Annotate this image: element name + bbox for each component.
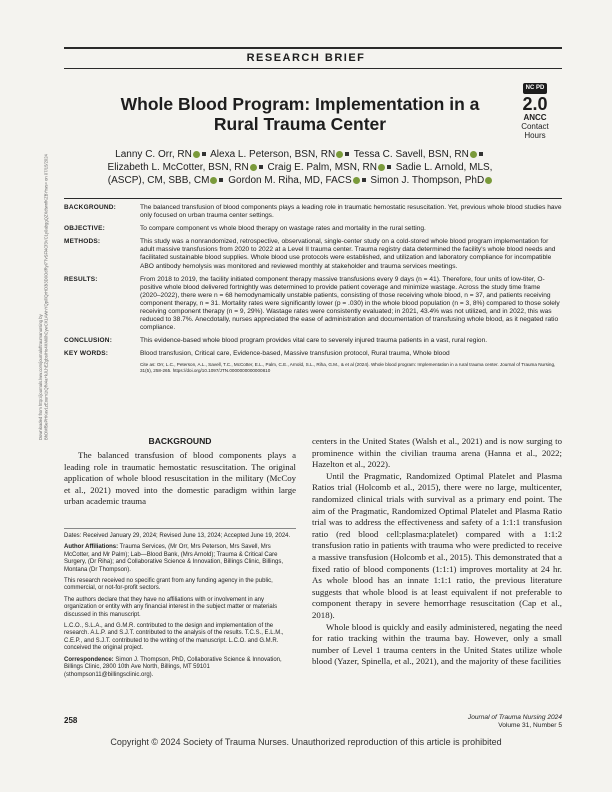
abstract — [64, 198, 562, 374]
correspondence-note — [64, 657, 296, 679]
orcid-icon[interactable] — [353, 177, 360, 184]
orcid-icon[interactable] — [336, 151, 343, 158]
author-list — [100, 148, 500, 187]
orcid-icon[interactable] — [250, 164, 257, 171]
top-rule — [64, 47, 562, 49]
copyright-notice: Copyright © 2024 Society of Trauma Nurses. Unauthorized reproduction of this article is prohibited — [110, 737, 502, 747]
section-heading: BACKGROUND — [148, 436, 212, 446]
ancc-label: ANCC — [523, 113, 547, 122]
body-paragraph: Until the Pragmatic, Randomized Optimal Platelet and Plasma Ratios trial (Holcomb et al., 2015), there were no large, multicenter, randomized clinical trials with survival as a primary end point. The aim of the Pragmatic, Randomized Optimal Platelet and Plasma Ratio trial was to address the effectiveness and safety of a 1:1:1 transfusion ratio (red blood cell:plasma:platelet) compared with a 1:1:2 transfusion ratio in patients with trauma who were predicted to receive a massive transfusion (Holcomb et al., 2015). This demonstrated that a fixed ratio of blood components (1:1:1) improves mortality at 24 hr. As whole blood has an innate 1:1:1 ratio, the previous literature suggests that whole blood is at least equivalent if not preferable to component therapy in severe hemorrhage resuscitation (Cap et al., 2018). — [312, 470, 562, 620]
contributions-note: L.C.O., S.L.A., and G.M.R. contributed to the design and implementation of the research. A.L.P. and S.J.T. contributed to the analysis of the results. T.C.S., E.L.M., C.E.P., and S.J.T. contributed to the writing of the manuscript. L.C.O. and G.M.R. conceived the original project. — [64, 623, 284, 652]
separator-icon — [202, 152, 206, 156]
orcid-icon[interactable] — [193, 151, 200, 158]
left-column — [64, 436, 296, 508]
affiliations-label: Author Affiliations: — [64, 544, 119, 551]
journal-volume: Volume 31, Number 5 — [498, 722, 562, 729]
abstract-background — [64, 204, 562, 220]
author-name: Simon J. Thompson, PhD — [370, 175, 485, 186]
abstract-label: OBJECTIVE: — [64, 225, 106, 233]
abstract-label: RESULTS: — [64, 275, 98, 283]
journal-name: Journal of Trauma Nursing 2024 — [467, 714, 562, 721]
right-column — [312, 436, 562, 668]
orcid-icon[interactable] — [378, 164, 385, 171]
affiliations-note — [64, 544, 296, 574]
article-title: Whole Blood Program: Implementation in a Rural Trauma Center — [120, 94, 480, 134]
download-side-note: Downloaded from http://journals.lww.com/journaloftraumanursing by BhDMf5ePHKav1zEoum1tQfN4a+kJLhEZgbsIHo4XMi0hCywCX1AWnYQp/IlQrHD3i3D0OdRyi7TvSFl4Cf3VC1y0abggQZXdtwnfKZBYtws= on 07/15/2024 — [38, 154, 49, 440]
top-rule-lower — [64, 68, 562, 69]
abstract-label: KEY WORDS: — [64, 350, 109, 358]
correspondence-text: Simon J. Thompson, PhD, Collaborative Science & Innovation, Billings Clinic, 2800 10th Ave North, Billings, MT 59101 (sthompson11@billingsclinic.org). — [64, 656, 282, 678]
orcid-icon[interactable] — [470, 151, 477, 158]
abstract-keywords — [64, 350, 562, 358]
abstract-label: CONCLUSION: — [64, 337, 113, 345]
page-number: 258 — [64, 716, 78, 725]
separator-icon — [345, 152, 349, 156]
section-label: RESEARCH BRIEF — [246, 52, 366, 64]
separator-icon — [479, 152, 483, 156]
abstract-conclusion — [64, 337, 562, 345]
author-name: Craig E. Palm, MSN, RN — [267, 162, 377, 173]
separator-icon — [219, 178, 223, 182]
abstract-results — [64, 276, 562, 333]
abstract-label: METHODS: — [64, 238, 101, 246]
abstract-text: To compare component vs whole blood therapy on wastage rates and mortality in the rural setting. — [140, 225, 426, 233]
author-name: Lanny C. Orr, RN — [115, 149, 192, 160]
affiliations-text: Trauma Services, (Mr Orr, Mrs Peterson, Mrs Savell, Mrs McCotter, and Mr Palm); Lab—Blood Bank, (Mrs Arnold); Trauma & Critical Care Surgery, (Dr Riha); and Collaborative Science & Innovation, Billings Clinic, Billings, Montana (Dr Thompson). — [64, 544, 283, 573]
abstract-objective — [64, 225, 562, 233]
abstract-text: The balanced transfusion of blood components plays a leading role in traumatic hemostatic resuscitation. Yet, previous whole blood studies have only focused on urban trauma center settings. — [140, 204, 562, 220]
contact-hours-number: 2.0 — [522, 94, 548, 114]
ncpd-logo: NC PD — [523, 83, 548, 94]
abstract-methods — [64, 238, 562, 270]
correspondence-label: Correspondence: — [64, 656, 114, 663]
conflicts-note: The authors declare that they have no affiliations with or involvement in any organization or entity with any financial interest in the subject matter or materials discussed in this manuscript. — [64, 596, 278, 618]
separator-icon — [387, 165, 391, 169]
author-name: Sadie L. Arnold, MLS, (ASCP), CM, SBB, CM — [107, 162, 493, 186]
abstract-label: BACKGROUND: — [64, 204, 117, 211]
ncpd-badge — [512, 76, 558, 140]
body-paragraph: Whole blood is quickly and easily administered, negating the need for ratio tracking within the trauma bay. However, only a small number of Level 1 trauma centers in the United States utilize whole blood (Yazer, Spinella, et al., 2021), and the majority of these facilities — [312, 621, 562, 667]
article-notes — [64, 528, 296, 683]
citation: Cite as: Orr, L.C., Peterson, A.L., Savell, T.C., McCotter, E.L., Palm, C.E., Arnold, S.L., Riha, G.M., & et al (2024). Whole blood program: Implementation in a rural trauma center. Journal of Trauma Nursing, 31(5), 258-265. https://doi.org/10.1097/JTN.0000000000000810 — [140, 361, 556, 373]
author-name: Alexa L. Peterson, BSN, RN — [210, 149, 336, 160]
body-paragraph: The balanced transfusion of blood components plays a leading role in traumatic hemostatic resuscitation. The original application of whole blood resuscitation in the military (McCoy et al., 2021) moved into the domestic paradigm within large urban academic trauma — [64, 450, 296, 507]
author-name: Gordon M. Riha, MD, FACS — [228, 175, 352, 186]
journal-info — [400, 714, 562, 730]
dates-note: Dates: Received January 29, 2024; Revised June 13, 2024; Accepted June 19, 2024. — [64, 533, 291, 539]
contact-hours-label: Contact Hours — [521, 122, 549, 140]
author-name: Elizabeth L. McCotter, BSN, RN — [107, 162, 249, 173]
orcid-icon[interactable] — [485, 177, 492, 184]
separator-icon — [362, 178, 366, 182]
separator-icon — [259, 165, 263, 169]
funding-note: This research received no specific grant from any funding agency in the public, commercial, or not-for-profit sectors. — [64, 578, 273, 592]
body-paragraph: centers in the United States (Walsh et al., 2021) and is now surging to prominence within the civilian trauma arena (Hanna et al., 2022; Hazelton et al., 2022). — [312, 436, 562, 470]
abstract-text: This evidence-based whole blood program provides vital care to severely injured trauma patients in a vast, rural region. — [140, 337, 488, 345]
abstract-text: From 2018 to 2019, the facility initiated component therapy massive transfusions every 9 days (n = 41). Therefore, four units of low-titer, O-positive whole blood delivered fortnightly was determined to provide patient coverage and minimize wastage. Across the study time frame (2020–2022), there were n = 68 hemodynamically unstable patients, consisting of those receiving whole blood, n = 37, and patients receiving component therapy, n = 31. Mortality rates were significantly lower (p = .030) in the whole blood population (n = 3, 8%) compared to those solely receiving component therapy (n = 9, 29%). Wastage rates were consistently evaluated; in 2021, 43.4% was not utilized, and in 2022, this was reduced to 38.7%. Anecdotally, nurses appreciated the ease of administration and documentation of transfusing whole blood, as it negated ratio compliance. — [140, 275, 560, 332]
author-name: Tessa C. Savell, BSN, RN — [353, 149, 469, 160]
orcid-icon[interactable] — [210, 177, 217, 184]
abstract-text: Blood transfusion, Critical care, Evidence-based, Massive transfusion protocol, Rural trauma, Whole blood — [140, 350, 450, 358]
abstract-text: This study was a nonrandomized, retrospective, observational, single-center study on a cold-stored whole blood program implementation for adult massive transfusions from 2020 to 2022 at a Level II trauma center. Trauma registry data determined the facility's whole blood needs and facilitated sustainable blood supplies. Whole blood use protocols were established, and utilization and laboratory compliance for incompatible ABO antibody hemolysis was monitored and reviewed monthly at stakeholder and trauma services meetings. — [140, 238, 556, 270]
